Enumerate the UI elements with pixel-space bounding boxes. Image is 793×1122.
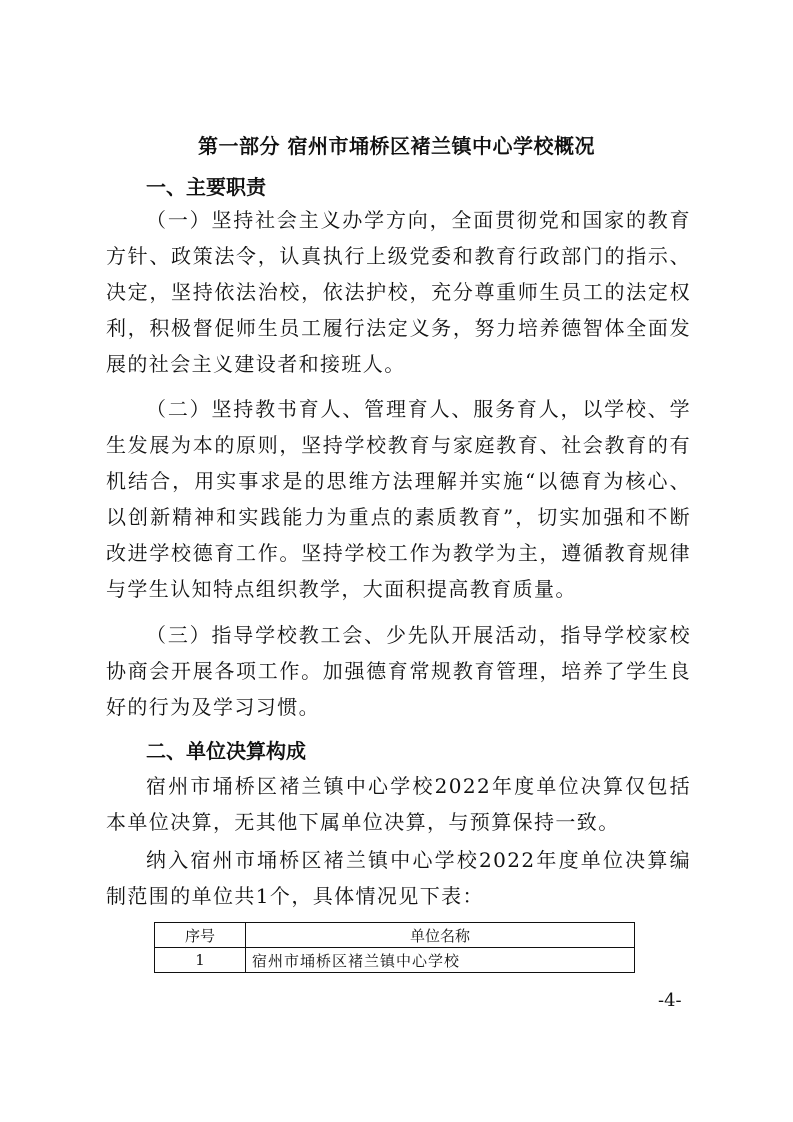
paragraph-duty-3: （三）指导学校教工会、少先队开展活动，指导学校家校协商会开展各项工作。加强德育常规教育管理，培养了学生良好的行为及学习习惯。	[106, 623, 691, 719]
page-number: -4-	[658, 990, 682, 1011]
table-row	[155, 948, 635, 973]
paragraph-duty-2: （二）坚持教书育人、管理育人、服务育人，以学校、学生发展为本的原则，坚持学校教育与家庭教育、社会教育的有机结合，用实事求是的思维方法理解并实施“以德育为核心、以创新精神和实践能力为重点的素质教育”，切实加强和不断改进学校德育工作。坚持学校工作为教学为主，遵循教育规律与学生认知特点组织教学，大面积提高教育质量。	[106, 397, 691, 601]
table-cell-unit-name: 宿州市埇桥区褚兰镇中心学校	[246, 948, 635, 973]
section-heading-unit-composition: 二、单位决算构成	[146, 739, 306, 763]
table-header-serial: 序号	[155, 923, 246, 948]
table-header-unit-name: 单位名称	[246, 923, 635, 948]
table-cell-serial: 1	[155, 948, 246, 973]
unit-table	[154, 922, 635, 973]
paragraph-composition-1: 宿州市埇桥区褚兰镇中心学校2022年度单位决算仅包括本单位决算，无其他下属单位决算，与预算保持一致。	[106, 774, 691, 834]
page-title: 第一部分 宿州市埇桥区褚兰镇中心学校概况	[198, 134, 595, 158]
paragraph-composition-2: 纳入宿州市埇桥区褚兰镇中心学校2022年度单位决算编制范围的单位共1个，具体情况见下表：	[106, 848, 691, 908]
table-header-row	[155, 923, 635, 948]
paragraph-duty-1: （一）坚持社会主义办学方向，全面贯彻党和国家的教育方针、政策法令，认真执行上级党委和教育行政部门的指示、决定，坚持依法治校，依法护校，充分尊重师生员工的法定权利，积极督促师生员工履行法定义务，努力培养德智体全面发展的社会主义建设者和接班人。	[106, 208, 691, 376]
section-heading-main-duties: 一、主要职责	[146, 175, 266, 199]
